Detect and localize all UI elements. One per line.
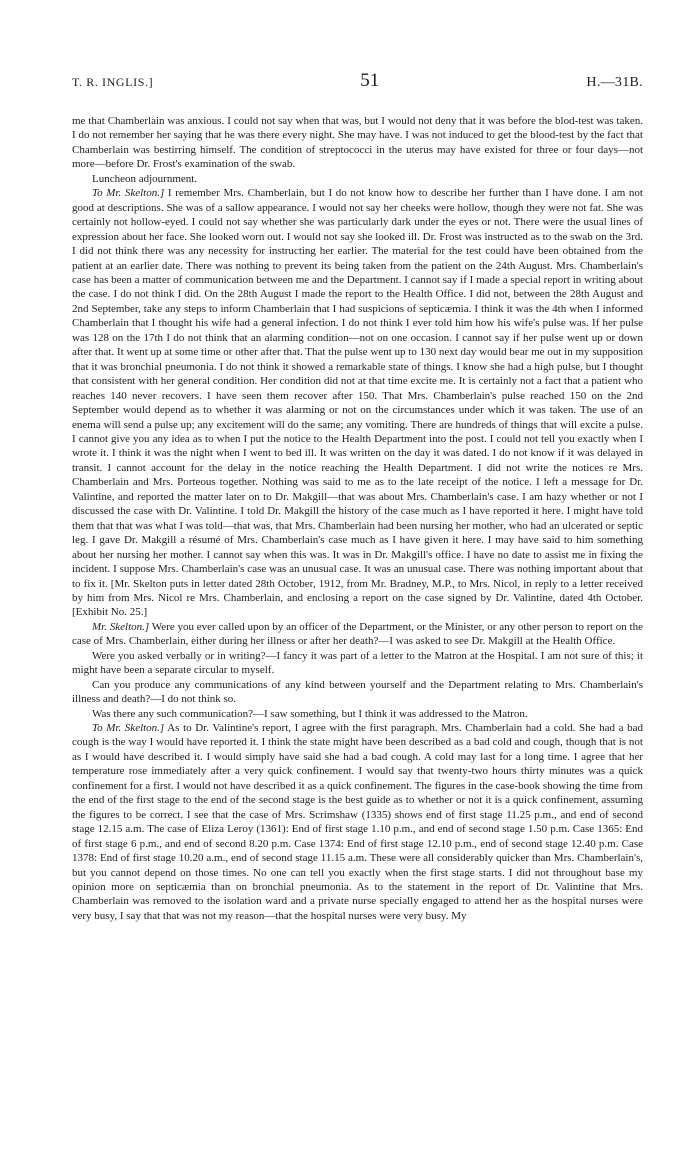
examiner-label: Mr. Skelton.] [92,620,150,633]
paragraph-text: As to Dr. Valintine's report, I agree with the first paragraph. Mrs. Chamberlain had a cold. She had a bad cough is the way I would have reported it. I think the state might have been described as a bad cold and cough, though that is not as I would have described it. I would simply have said she had a bad cough. A cold may last for a long time. I agree that her temperature rose immediately after a very quick confinement. I would say that twenty-two hours thirty minutes was a quick confinement for a first. I would not have described it as a quick confinement. The figures in the case-book showing the time from the end of the first stage to the end of the second stage is the best guide as to whether or not it is a quick confinement, assuming the figures to be correct. I see that the case of Mrs. Scrimshaw (1335) shows end of first stage 11.25 p.m., and end of second stage 12.15 a.m. The case of Eliza Leroy (1361): End of first stage 1.10 p.m., and end of second stage 1.50 p.m. Case 1365: End of first stage 6 p.m., and end of second 8.20 p.m. Case 1374: End of first stage 12.10 p.m., end of second stage 12.40 p.m. Case 1378: End of first stage 10.20 a.m., end of second stage 11.15 a.m. These were all considerably quicker than Mrs. Chamberlain's, but you cannot depend on those times. No one can tell you exactly when the first stage starts. I did not throughout base my opinion more on septicæmia than on bronchial pneumonia. As to the statement in the report of Dr. Valintine that Mrs. Chamberlain was removed to the isolation ward and a private nurse specially engaged to attend her as the hospital nurses were very busy, I say that that was not my reason—that the hospital nurses were very busy. My [72,722,643,922]
examiner-label: To Mr. Skelton.] [92,187,165,200]
document-body [72,114,643,923]
paragraph [72,114,643,172]
witness-name-header: T. R. INGLIS.] [72,75,154,89]
document-reference: H.—31B. [586,75,643,90]
paragraph [72,620,643,649]
paragraph [72,678,643,707]
examiner-label: To Mr. Skelton.] [92,722,165,735]
paragraph-text: Were you asked verbally or in writing?—I fancy it was part of a letter to the Matron at the Hospital. I am not sure of this; it might have been a separate circular to myself. [72,649,643,677]
paragraph-text: Was there any such communication?—I saw something, but I think it was addressed to the Matron. [92,707,528,720]
page-number: 51 [360,70,380,91]
paragraph-text: I remember Mrs. Chamberlain, but I do not know how to describe her further than I have done. I am not good at descriptions. She was of a sallow appearance. I would not say her cheeks were hollow, though they were not fat. She was certainly not hollow-eyed. I could not say whether she was particularly dark under the eyes or not. There were the usual lines of expression about her face. She looked worn out. I would not say she looked ill. Dr. Frost was instructed as to the swab on the 3rd. I did not think there was any necessity for instructing her earlier. The material for the test could have been obtained from the patient at an earlier date. There was nothing to prevent its being taken from the patient on the 24th August. Mrs. Chamberlain's case has been a matter of communication between me and the Department. I cannot say if I made a special report in writing about the case. I do not think I did. On the 28th August I made the report to the Health Office. I did not, between the 28th August and 2nd September, take any steps to inform Chamberlain that I had suspicions of septicæmia. I think it was the 4th when I informed Chamberlain that I thought his wife had a general infection. I do not think I ever told him how his wife's pulse was. If her pulse was 128 on the 17th I do not think that an alarming condition—not on one occasion. I cannot say if her pulse went up or down after that. It went up at some time or other after that. That the pulse went up to 130 next day would bear me out in my supposition that it was bronchial pneumonia. I do not think it showed a remarkable state of things. I know she had a high pulse, but I thought that consistent with her general condition. Her condition did not at that time excite me. It is certainly not a fact that a patient who reaches 140 never recovers. I have seen them recover after 150. That Mrs. Chamberlain's pulse reached 150 on the 2nd September would depend as to whether it was alarming or not on the circumstances under which it was taken. The use of an enema will send a pulse up; any excitement will do the same; any vomiting. There are hundreds of things that will excite a pulse. I cannot give you any idea as to when I put the notice to the Health Department into the post. I could not tell you exactly when I wrote it. I think it was the night when I went to bed ill. It was written on the day it was dated. I do not know if it was delayed in transit. I cannot account for the delay in the notice reaching the Health Department. I did not write the notices re Mrs. Chamberlain and Mrs. Porteous together. Nothing was said to me as to the late receipt of the notice. I left a message for Dr. Valintine, and reported the matter later on to Dr. Makgill—that was about Mrs. Chamberlain's case. I am hazy whether or not I discussed the case with Dr. Valintine. I told Dr. Makgill the history of the case much as I have reported it here. I might have told them that that was what I was told—that was, that Mrs. Chamberlain had been nursing her mother, who had an ulcerated or septic leg. I gave Dr. Makgill a résumé of Mrs. Chamberlain's case much as I have given it here. I may have said to him something about her nursing her mother. I cannot say when this was. It was in Dr. Makgill's office. I have no date to assist me in fixing the incident. I suppose Mrs. Chamberlain's case was an unusual case. It was an unusual case. There was nothing important about that to fix it. [Mr. Skelton puts in letter dated 28th October, 1912, from Mr. Bradney, M.P., to Mrs. Nicol, in reply to a letter received by him from Mrs. Nicol re Mrs. Chamberlain, and enclosing a report on the case signed by Dr. Valintine, dated 4th October. [Exhibit No. 25.] [72,187,643,619]
page-header [72,70,643,104]
paragraph [72,172,643,186]
paragraph-text: Were you ever called upon by an officer of the Department, or the Minister, or any other person to report on the case of Mrs. Chamberlain, either during her illness or after her death?—I was asked to see Dr. Makgill at the Health Office. [72,620,643,648]
paragraph [72,649,643,678]
paragraph-text: Can you produce any communications of any kind between yourself and the Department relating to Mrs. Chamberlain's illness and death?—I do not think so. [72,678,643,706]
paragraph [72,707,643,721]
paragraph-text: Luncheon adjournment. [92,172,198,185]
paragraph [72,721,643,923]
paragraph [72,186,643,620]
paragraph-text: me that Chamberlain was anxious. I could not say when that was, but I would not deny that it was before the blod-test was taken. I do not remember her saying that he was there every night. She may have. I was not induced to get the blood-test by the fact that Chamberlain was bestirring himself. The condition of streptococci in the uterus may have existed for three or four days—not more—before Dr. Frost's examination of the swab. [72,115,643,171]
